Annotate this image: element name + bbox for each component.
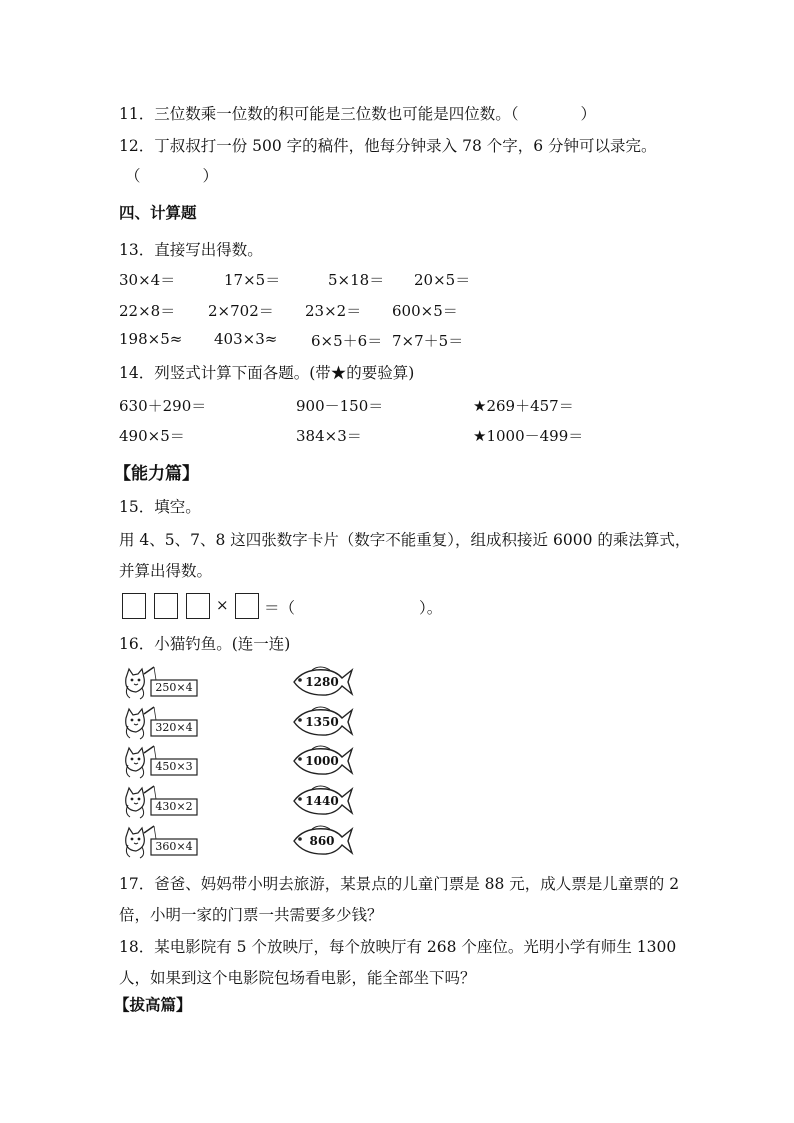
question-15: 15．填空。 [119, 498, 201, 516]
q14-row1-item3: ★269＋457＝ [473, 397, 574, 415]
times-sign: × [216, 596, 229, 614]
question-18-line2: 人，如果到这个电影院包场看电影，能全部坐下吗？ [119, 969, 476, 987]
q13-row2-item2: 2×702＝ [208, 302, 274, 320]
q14-row2-item1: 490×5＝ [119, 427, 185, 445]
cat-card-4[interactable] [120, 785, 200, 819]
q13-row3-item2: 403×3≈ [214, 330, 278, 348]
fish-card-label: 1440 [305, 794, 339, 808]
equals-answer-paren: ＝（ ）。 [264, 599, 443, 617]
cat-card-1[interactable] [120, 666, 200, 700]
advanced-section-heading: 【拔高篇】 [114, 995, 192, 1014]
q14-row2-item2: 384×3＝ [296, 427, 362, 445]
question-15-text-line1: 用 4、5、7、8 这四张数字卡片（数字不能重复），组成积接近 6000 的乘法算式， [119, 531, 691, 549]
fish-card-5[interactable] [290, 823, 354, 859]
cat-card-label: 320×4 [155, 721, 193, 734]
q14-row1-item1: 630＋290＝ [119, 397, 207, 415]
question-13: 13．直接写出得数。 [119, 241, 263, 259]
question-17-line2: 倍，小明一家的门票一共需要多少钱？ [119, 906, 383, 924]
fish-card-4[interactable] [290, 783, 354, 819]
cat-card-2[interactable] [120, 706, 200, 740]
cat-card-5[interactable] [120, 825, 200, 859]
question-14: 14．列竖式计算下面各题。(带★的要验算) [119, 364, 415, 382]
q13-row2-item4: 600×5＝ [392, 302, 458, 320]
cat-card-label: 430×2 [155, 800, 193, 813]
section-calculation-heading: 四、计算题 [119, 203, 197, 222]
q13-row2-item3: 23×2＝ [305, 302, 362, 320]
question-17-line1: 17．爸爸、妈妈带小明去旅游，某景点的儿童门票是 88 元，成人票是儿童票的 2 [119, 875, 680, 893]
digit-box-1[interactable] [122, 593, 146, 619]
fish-card-1[interactable] [290, 664, 354, 700]
question-12-answer-paren: （ ） [125, 167, 219, 185]
question-12: 12．丁叔叔打一份 500 字的稿件，他每分钟录入 78 个字，6 分钟可以录完。 [119, 137, 657, 155]
question-16: 16．小猫钓鱼。(连一连) [119, 635, 291, 653]
fish-card-label: 1350 [305, 715, 339, 729]
q13-row1-item2: 17×5＝ [224, 271, 281, 289]
ability-section-heading: 【能力篇】 [114, 464, 199, 484]
question-18-line1: 18．某电影院有 5 个放映厅，每个放映厅有 268 个座位。光明小学有师生 1300 [119, 938, 677, 956]
fish-card-2[interactable] [290, 704, 354, 740]
digit-box-2[interactable] [154, 593, 178, 619]
q13-row2-item1: 22×8＝ [119, 302, 176, 320]
cat-card-label: 450×3 [155, 760, 193, 773]
digit-box-3[interactable] [186, 593, 210, 619]
fish-card-label: 1000 [305, 754, 339, 768]
question-11: 11．三位数乘一位数的积可能是三位数也可能是四位数。（ ） [119, 105, 596, 123]
q13-row1-item4: 20×5＝ [414, 271, 471, 289]
cat-card-label: 250×4 [155, 681, 193, 694]
question-15-text-line2: 并算出得数。 [119, 562, 213, 580]
q14-row1-item2: 900－150＝ [296, 397, 384, 415]
fish-card-label: 860 [309, 834, 335, 848]
digit-box-4[interactable] [235, 593, 259, 619]
q13-row3-item4: 7×7＋5＝ [392, 332, 464, 350]
cat-card-3[interactable] [120, 745, 200, 779]
q13-row1-item1: 30×4＝ [119, 271, 176, 289]
fish-card-3[interactable] [290, 743, 354, 779]
q13-row3-item1: 198×5≈ [119, 330, 183, 348]
cat-card-label: 360×4 [155, 840, 193, 853]
q13-row1-item3: 5×18＝ [328, 271, 385, 289]
q13-row3-item3: 6×5＋6＝ [311, 332, 383, 350]
q14-row2-item3: ★1000－499＝ [473, 427, 584, 445]
fish-card-label: 1280 [305, 675, 339, 689]
